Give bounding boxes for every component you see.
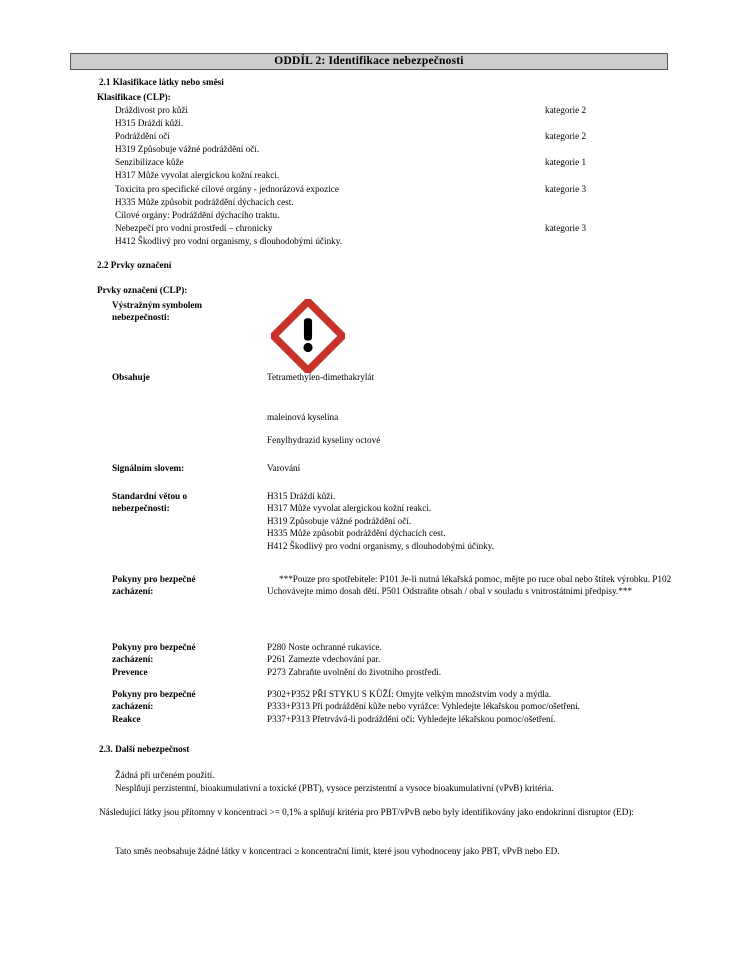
precaution-prevention-line: P261 Zamezte vdechování par.	[267, 654, 381, 665]
classification-row-category: kategorie 2	[545, 105, 587, 115]
sec23-line2: Nesplňují perzistentní, bioakumulativní a toxické (PBT), vysoce perzistentní a vysoce bioakumulativní (vPvB) kritéria.	[115, 782, 554, 793]
classification-row-name: Cílové orgány: Podráždění dýchacího traktu.	[115, 209, 280, 220]
sec23-paragraph: Následující látky jsou přítomny v koncentraci >= 0,1% a splňují kritéria pro PBT/vPvB nebo byly identifikovány jako endokrinní disruptor (ED):	[99, 807, 634, 817]
hazard-statement-line: H319 Způsobuje vážné podráždění očí.	[267, 515, 412, 526]
label-elements-clp-heading: Prvky označení (CLP):	[97, 285, 188, 295]
hazard-statement-line: H315 Dráždí kůži.	[267, 491, 336, 501]
precaution-prevention-label	[112, 641, 262, 678]
precaution-general-label-line1: Pokyny pro bezpečné	[112, 574, 196, 584]
hazard-statement-line: H335 Může způsobit podráždění dýchacích cest.	[267, 528, 446, 539]
contains-label: Obsahuje	[112, 372, 150, 382]
heading-2-3: 2.3. Další nebezpečnost	[99, 744, 190, 754]
precaution-prevention-values	[267, 641, 672, 678]
hazard-statements-label	[112, 490, 262, 515]
precaution-general-text: ***Pouze pro spotřebitele: P101 Je-li nutná lékařská pomoc, mějte po ruce obal nebo štítek výrobku. P102 Uchovávejte mimo dosah dětí. P501 Odstraňte obsah / obal v souladu s vnitrostátními předpisy.***	[267, 574, 672, 597]
precaution-response-label-line1: Pokyny pro bezpečné	[112, 689, 196, 699]
precaution-prevention-label-line1: Pokyny pro bezpečné	[112, 642, 196, 652]
pictogram-label-line1: Výstražným symbolem	[112, 300, 203, 310]
classification-row-name: H317 Může vyvolat alergickou kožní reakci.	[115, 170, 280, 181]
classification-row	[0, 130, 740, 143]
classification-row	[0, 235, 740, 248]
hazard-statements-label-line2: nebezpečnosti:	[112, 503, 170, 514]
classification-row-name: Senzibilizace kůže	[115, 157, 184, 168]
classification-row	[0, 156, 740, 169]
classification-row-category: kategorie 2	[545, 131, 587, 142]
hazard-statements-values	[267, 490, 672, 552]
pictogram-label-line2: nebezpečnosti:	[112, 312, 170, 323]
exclamation-dot	[303, 343, 312, 352]
ghs07-exclamation-mark-pictogram	[271, 299, 345, 373]
contains-value-1: maleinová kyselina	[267, 412, 339, 422]
heading-2-1: 2.1 Klasifikace látky nebo směsi	[99, 77, 224, 87]
classification-row	[0, 169, 740, 182]
precaution-response-line: P333+P313 Při podráždění kůže nebo vyrážce: Vyhledejte lékařskou pomoc/ošetření.	[267, 701, 580, 712]
precaution-prevention-line: P280 Noste ochranné rukavice.	[267, 642, 382, 652]
classification-row	[0, 117, 740, 130]
classification-row-name: H315 Dráždí kůži.	[115, 118, 184, 129]
contains-value-0: Tetramethylen-dimethakrylát	[267, 372, 375, 382]
pictogram-label	[112, 299, 262, 324]
classification-row	[0, 143, 740, 156]
classification-row	[0, 209, 740, 222]
precaution-general-label	[112, 573, 262, 598]
classification-row	[0, 104, 740, 117]
signal-word-label: Signálním slovem:	[112, 463, 185, 473]
precaution-general-label-line2: zacházení:	[112, 586, 154, 597]
signal-word-value: Varování	[267, 463, 301, 473]
classification-row-name: H335 Může způsobit podráždění dýchacích cest.	[115, 196, 294, 207]
contains-value-2: Fenylhydrazid kyseliny octové	[267, 435, 381, 445]
precaution-response-values	[267, 688, 672, 725]
precaution-response-label-line2: zacházení:	[112, 701, 154, 712]
hazard-statements-label-line1: Standardní větou o	[112, 491, 188, 501]
precaution-prevention-label-line2: zacházení:	[112, 654, 154, 665]
precaution-response-label-line3: Reakce	[112, 713, 141, 724]
precaution-response-line: P302+P352 PŘI STYKU S KŮŽÍ: Omyjte velkým množstvím vody a mýdla.	[267, 689, 552, 699]
classification-clp-label: Klasifikace (CLP):	[97, 92, 171, 102]
hazard-statement-line: H412 Škodlivý pro vodní organismy, s dlouhodobými účinky.	[267, 540, 495, 551]
classification-row-category: kategorie 3	[545, 222, 587, 233]
exclamation-bar	[304, 318, 312, 340]
classification-row-name: Podráždění očí	[115, 131, 170, 142]
classification-row	[0, 183, 740, 196]
section-header-bar: ODDÍL 2: Identifikace nebezpečnosti	[70, 53, 668, 70]
precaution-prevention-label-line3: Prevence	[112, 666, 148, 677]
classification-row-category: kategorie 1	[545, 157, 587, 168]
classification-row	[0, 222, 740, 235]
classification-row	[0, 196, 740, 209]
classification-list	[0, 104, 740, 248]
classification-row-name: Nebezpečí pro vodní prostředí – chronicky	[115, 222, 273, 233]
precaution-response-line: P337+P313 Přetrvává-li podráždění očí: Vyhledejte lékařskou pomoc/ošetření.	[267, 713, 556, 724]
sec23-line1: Žádná při určeném použití.	[115, 770, 215, 780]
classification-row-name: H412 Škodlivý pro vodní organismy, s dlouhodobými účinky.	[115, 235, 343, 246]
classification-row-category: kategorie 3	[545, 183, 587, 194]
classification-row-name: Toxicita pro specifické cílové orgány - jednorázová expozice	[115, 183, 339, 194]
classification-row-name: H319 Způsobuje vážné podráždění očí.	[115, 144, 260, 155]
precaution-response-label	[112, 688, 262, 725]
heading-2-2: 2.2 Prvky označení	[97, 260, 172, 270]
classification-row-name: Dráždivost pro kůži	[115, 105, 188, 115]
hazard-statement-line: H317 Může vyvolat alergickou kožní reakci.	[267, 503, 432, 514]
precaution-prevention-line: P273 Zabraňte uvolnění do životního prostředí.	[267, 666, 442, 677]
sec23-line3: Tato směs neobsahuje žádné látky v koncentraci ≥ koncentrační limit, které jsou vyhodnoceny jako PBT, vPvB nebo ED.	[115, 846, 560, 856]
